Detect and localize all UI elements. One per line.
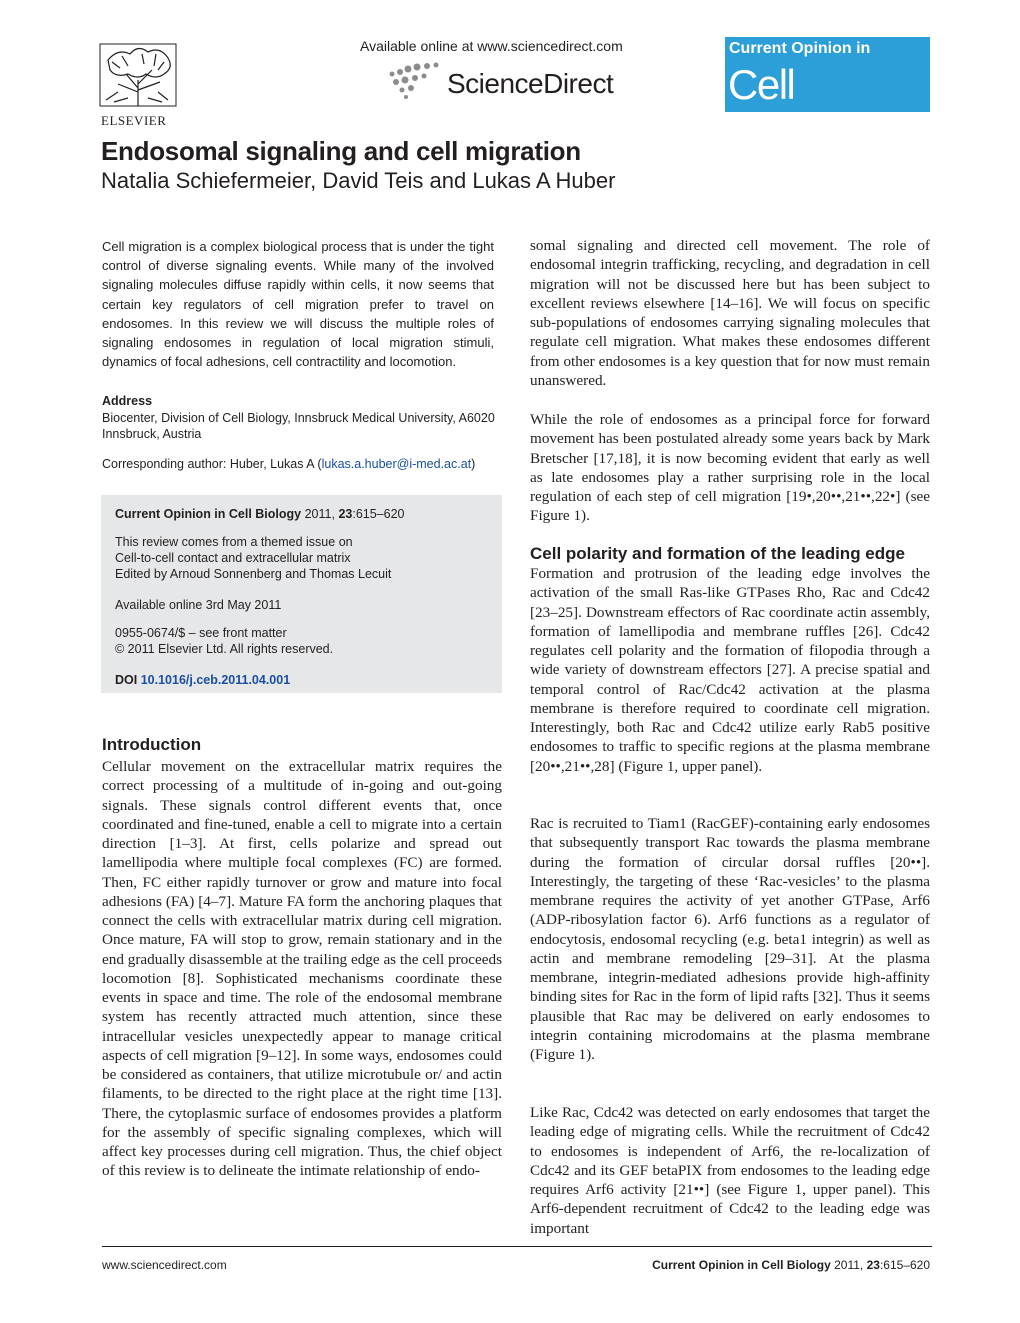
journal-logo-bottom: Cell Biology: [728, 61, 856, 156]
publisher-name: ELSEVIER: [101, 113, 167, 128]
infobox-issue-line-2: Cell-to-cell contact and extracellular matrix: [115, 551, 351, 565]
corresponding-email-link[interactable]: lukas.a.huber@i-med.ac.at: [321, 457, 472, 471]
right-paragraph-2: While the role of endosomes as a principal force for forward movement has been postulated already some years back by Mark Bretscher [17,18], it is now becoming evident that early as well as late endosomes play a rather surprising role in the local regulation of each step of cell migration [19•,20••,21••,22•] (see Figure 1).: [530, 411, 930, 525]
footer-journal: Current Opinion in Cell Biology: [652, 1258, 831, 1272]
article-title: Endosomal signaling and cell migration: [101, 136, 581, 166]
article-info-box: [101, 495, 502, 693]
footer-year: 2011,: [834, 1258, 864, 1272]
footer-divider: [102, 1246, 932, 1247]
corresponding-author: [102, 457, 507, 471]
right-paragraph-3: Formation and protrusion of the leading edge involves the activation of the small Ras-like GTPases Rho, Rac and Cdc42 [23–25]. Downstream effectors of Rac coordinate actin assembly, formation of lamellipodia and membrane ruffles [26]. Cdc42 regulates cell polarity and the formation of filopodia through a wide variety of downstream effectors [27]. A precise spatial and temporal control of Rac/Cdc42 activation at the plasma membrane is therefore required to coordinate cell migration. Interestingly, both Rac and Cdc42 utilize early Rab5 positive endosomes to traffic to specific regions at the plasma membrane [20••,21••,28] (Figure 1, upper panel).: [530, 565, 930, 775]
infobox-volume: 23: [338, 507, 353, 521]
available-online-line[interactable]: Available online at www.sciencedirect.com: [360, 38, 623, 54]
infobox-available: Available online 3rd May 2011: [115, 598, 282, 612]
sciencedirect-dots-icon: [386, 60, 446, 102]
infobox-issue-line-1: This review comes from a themed issue on: [115, 535, 353, 549]
corresponding-suffix: ): [471, 457, 476, 471]
address-line-2: Innsbruck, Austria: [102, 427, 202, 441]
introduction-body: Cellular movement on the extracellular matrix requires the correct processing of a multitude of in-going and out-going signals. These signals control different events that, once coordinated and fine-tuned, enable a cell to migrate into a certain direction [1–3]. At first, cells polarize and spread out lamellipodia where multiple focal complexes (FC) are formed. Then, FC either rapidly turnover or grow and mature into focal adhesions (FA) [4–7]. Mature FA form the anchoring plaques that connect the cells with extracellular matrix during cell migration. Once mature, FA will stop to grow, remain stationary and in the end gradually disassemble at the trailing edge as the cell proceeds locomotion [8]. Sophisticated mechanisms coordinate these events in space and time. The role of the endosomal membrane system has recently attracted much attention, since these intracellular vesicles unexpectedly appear to manage critical aspects of cell migration [9–12]. In some ways, endosomes could be considered as containers, that utilize microtubule or/ and actin filaments, to be directed to the right place at the right time [13]. There, the cytoplasmic surface of endosomes provides a platform for the assembly of specific signaling complexes, which will affect key processes during cell migration. Thus, the chief object of this review is to delineate the intimate relationship of endo-: [102, 758, 502, 1180]
infobox-citation: [115, 507, 404, 521]
sciencedirect-wordmark[interactable]: ScienceDirect: [447, 68, 614, 99]
infobox-year: 2011,: [304, 507, 335, 521]
infobox-journal: Current Opinion in Cell Biology: [115, 507, 302, 521]
infobox-issue-line-3: Edited by Arnoud Sonnenberg and Thomas Lecuit: [115, 567, 392, 581]
address-block: [102, 393, 507, 443]
footer-volume: 23: [866, 1258, 880, 1272]
footer-citation: [652, 1258, 930, 1272]
doi-link[interactable]: 10.1016/j.ceb.2011.04.001: [140, 673, 291, 687]
footer-website[interactable]: www.sciencedirect.com: [102, 1258, 227, 1272]
doi-label: DOI: [115, 673, 138, 687]
address-line-1: Biocenter, Division of Cell Biology, Innsbruck Medical University, A6020: [102, 410, 495, 425]
right-paragraph-4: Rac is recruited to Tiam1 (RacGEF)-containing early endosomes that subsequently transport Rac towards the plasma membrane during the formation of circular dorsal ruffles [20••]. Interestingly, the targeting of these ‘Rac-vesicles’ to the plasma membrane requires the activity of yet another GTPase, Arf6 (ADP-ribosylation factor 6). Arf6 functions as a regulator of endocytosis, endosomal recycling (e.g. beta1 integrin) as well as actin and membrane remodeling [29–31]. At the plasma membrane, integrin-mediated adhesions provide high-affinity binding sites for Rac in the form of lipid rafts [32]. Thus it seems plausible that Rac may be delivered on early endosomes to integrin containing microdomains at the plasma membrane (Figure 1).: [530, 815, 930, 1063]
journal-logo-top: Current Opinion in: [729, 40, 871, 57]
corresponding-prefix: Corresponding author: Huber, Lukas A (: [102, 457, 322, 471]
journal-logo[interactable]: [725, 37, 930, 156]
infobox-doi: [115, 673, 290, 687]
right-paragraph-1: somal signaling and directed cell movement. The role of endosomal integrin trafficking, recycling, and degradation in cell migration will not be discussed here but has been subject to excellent reviews elsewhere [14–16]. We will focus on specific sub-populations of endosomes carrying signaling molecules that regulate cell migration. What makes these endosomes different from other endosomes is a key question that for now must remain unanswered.: [530, 237, 930, 389]
article-authors: Natalia Schiefermeier, David Teis and Lukas A Huber: [101, 168, 616, 193]
abstract: Cell migration is a complex biological process that is under the tight control of diverse signaling events. While many of the involved signaling molecules diffuse rapidly within cells, it now seems that certain key regulators of cell migration prefer to travel on endosomes. In this review we will discuss the multiple roles of signaling endosomes in regulation of local migration stimuli, dynamics of focal adhesions, cell contractility and locomotion.: [102, 239, 494, 370]
infobox-pages: :615–620: [352, 507, 405, 521]
footer-pages: :615–620: [879, 1258, 930, 1272]
address-label: Address: [102, 394, 153, 408]
cell-polarity-heading: Cell polarity and formation of the leading edge: [530, 544, 905, 563]
right-paragraph-5: Like Rac, Cdc42 was detected on early endosomes that target the leading edge of migrating cells. While the recruitment of Cdc42 to endosomes is independent of Arf6, the re-localization of Cdc42 and its GEF betaPIX from endosomes to the leading edge requires Arf6 activity [21••] (see Figure 1, upper panel). This Arf6-dependent recruitment of Cdc42 to the leading edge was important: [530, 1104, 930, 1237]
infobox-issn: 0955-0674/$ – see front matter: [115, 626, 287, 640]
introduction-heading: Introduction: [102, 735, 202, 754]
infobox-copyright: © 2011 Elsevier Ltd. All rights reserved.: [115, 642, 334, 656]
